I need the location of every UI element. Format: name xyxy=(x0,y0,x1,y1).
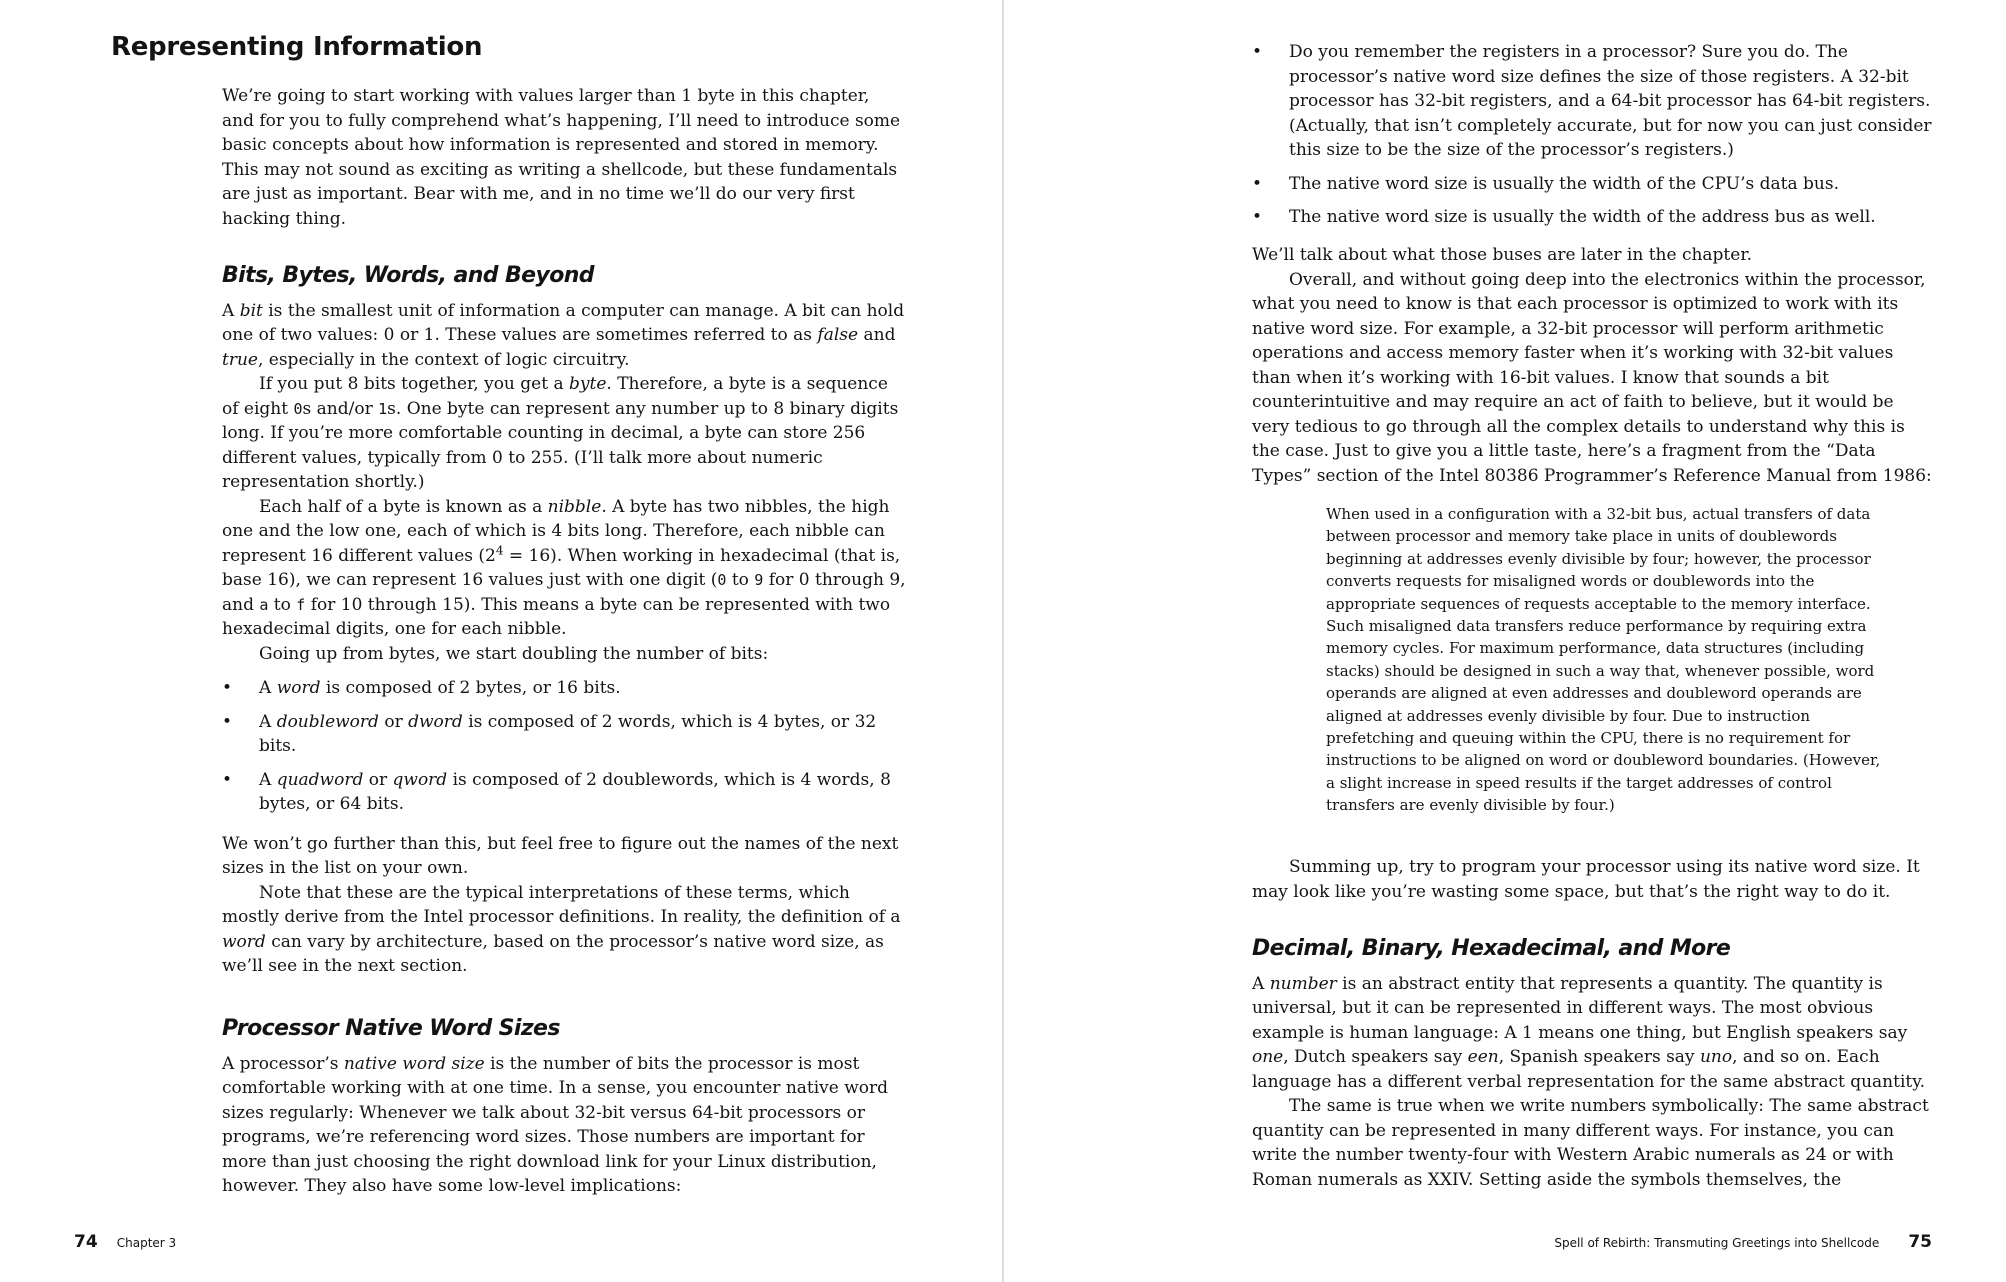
right-bullet-block xyxy=(1252,40,1936,230)
buses-paragraph: We’ll talk about what those buses are later in the chapter. xyxy=(1252,245,1752,265)
summing-paragraph: Summing up, try to program your processor using its native word size. It may look like you’re wasting some space, but that’s the right way to do it. xyxy=(1252,857,1920,902)
word-size-list xyxy=(222,676,906,817)
list-item-word: • A word is composed of 2 bytes, or 16 bits. xyxy=(222,676,906,701)
byte-paragraph: If you put 8 bits together, you get a byte. Therefore, a byte is a sequence of eight 0s and/or 1s. One byte can represent any number up to 8 binary digits long. If you’re more comfortable counting in decimal, a byte can store 256 different values, typically from 0 to 255. (I’ll talk more about numeric representation shortly.) xyxy=(222,374,899,492)
numbers-section xyxy=(1252,937,1936,1192)
left-page xyxy=(0,0,1002,1282)
further-paragraph: We won’t go further than this, but feel free to figure out the names of the next sizes in the list on your own. xyxy=(222,833,899,878)
native-word-paragraph: A processor’s native word size is the number of bits the processor is most comfortable working with at one time. In a sense, you encounter native word sizes regularly: Whenever we talk about 32-bit versus 64-bit processors or programs, we’re referencing word sizes. Those numbers are important for more than just choosing the right download link for your Linux distribution, however. They also have some low-level implications: xyxy=(222,1053,889,1196)
list-item-registers: • Do you remember the registers in a processor? Sure you do. The processor’s native word size defines the size of those registers. A 32-bit processor has 32-bit registers, and a 64-bit processor has 64-bit registers. (Actually, that isn’t completely accurate, but for now you can just consider this size to be the size of the processor’s registers.) xyxy=(1252,40,1936,163)
right-folio xyxy=(1554,1232,1932,1252)
section-heading-bits: Bits, Bytes, Words, and Beyond xyxy=(222,263,594,288)
list-item-data-bus: • The native word size is usually the width of the CPU’s data bus. xyxy=(1252,172,1936,197)
left-folio xyxy=(74,1232,176,1252)
right-body-block xyxy=(1252,243,1936,488)
word-sizes-section xyxy=(222,1017,906,1199)
running-head-left: Chapter 3 xyxy=(116,1236,177,1250)
page-number-left: 74 xyxy=(74,1232,98,1252)
bit-paragraph: A bit is the smallest unit of information a computer can manage. A bit can hold one of two values: 0 or 1. These values are sometimes referred to as false and true, especially in the context of logic circuitry. xyxy=(222,300,905,370)
section-heading-word-sizes: Processor Native Word Sizes xyxy=(222,1016,560,1041)
optimization-paragraph: Overall, and without going deep into the electronics within the processor, what you need to know is that each processor is optimized to work with its native word size. For example, a 32-bit processor will perform arithmetic operations and access memory faster when it’s working with 32-bit values than when it’s working with 16-bit values. I know that sounds a bit counterintuitive and may require an act of faith to believe, but it would be very tedious to go through all the complex details to understand why this is the case. Just to give you a little taste, here’s a fragment from the “Data Types” section of the Intel 80386 Programmer’s Reference Manual from 1986: xyxy=(1252,269,1932,486)
summing-block xyxy=(1252,855,1936,904)
doubling-paragraph: Going up from bytes, we start doubling the number of bits: xyxy=(259,643,769,664)
quote-text: When used in a configuration with a 32-bit bus, actual transfers of data between processor and memory take place in units of doublewords beginning at addresses evenly divisible by four; however, the processor converts requests for misaligned words or doublewords into the appropriate sequences of requests acceptable to the memory interface. Such misaligned data transfers reduce performance by requiring extra memory cycles. For maximum performance, data structures (including stacks) should be designed in such a way that, whenever possible, word operands are aligned at even addresses and doubleword operands are aligned at addresses evenly divisible by four. Due to instruction prefetching and queuing within the CPU, there is no requirement for instructions to be aligned on word or doubleword boundaries. (However, a slight increase in speed results if the target addresses of control transfers are evenly divisible by four.) xyxy=(1326,505,1881,815)
symbols-paragraph: The same is true when we write numbers symbolically: The same abstract quantity can be represented in many different ways. For instance, you can write the number twenty-four with Western Arabic numerals as 24 or with Roman numerals as XXIV. Setting aside the symbols themselves, the xyxy=(1252,1096,1929,1190)
list-item-qword: • A quadword or qword is composed of 2 doublewords, which is 4 words, 8 bytes, or 64 bits. xyxy=(222,768,906,817)
implications-list xyxy=(1252,40,1936,230)
number-paragraph: A number is an abstract entity that represents a quantity. The quantity is universal, but it can be represented in different ways. The most obvious example is human language: A 1 means one thing, but English speakers say one, Dutch speakers say een, Spanish speakers say uno, and so on. Each language has a different verbal representation for the same abstract quantity. xyxy=(1252,973,1925,1092)
running-head-right: Spell of Rebirth: Transmuting Greetings into Shellcode xyxy=(1554,1236,1880,1250)
intro-paragraph: We’re going to start working with values larger than 1 byte in this chapter, and for you to fully comprehend what’s happening, I’ll need to introduce some basic concepts about how information is represented and stored in memory. This may not sound as exciting as writing a shellcode, but these fundamentals are just as important. Bear with me, and in no time we’ll do our very first hacking thing. xyxy=(222,86,901,229)
interpretation-paragraph: Note that these are the typical interpretations of these terms, which mostly derive from the Intel processor definitions. In reality, the definition of a word can vary by architecture, based on the processor’s native word size, as we’ll see in the next section. xyxy=(222,882,901,976)
bits-section xyxy=(222,264,906,979)
list-item-address-bus: • The native word size is usually the width of the address bus as well. xyxy=(1252,205,1936,230)
left-intro-block xyxy=(222,84,906,231)
manual-quote xyxy=(1326,503,1886,817)
nibble-paragraph: Each half of a byte is known as a nibble. A byte has two nibbles, the high one and the low one, each of which is 4 bits long. Therefore, each nibble can represent 16 different values $(2^4 = 16)$. When working in hexadecimal (that is, base 16), we can represent 16 values just with one digit (0 to 9 for 0 through 9, and a to f for 10 through 15). This means a byte can be represented with two hexadecimal digits, one for each nibble. xyxy=(222,496,906,639)
chapter-heading: Representing Information xyxy=(111,32,483,62)
list-item-dword: • A doubleword or dword is composed of 2 words, which is 4 bytes, or 32 bits. xyxy=(222,710,906,759)
section-heading-numbers: Decimal, Binary, Hexadecimal, and More xyxy=(1252,936,1731,961)
page-number-right: 75 xyxy=(1908,1232,1932,1252)
